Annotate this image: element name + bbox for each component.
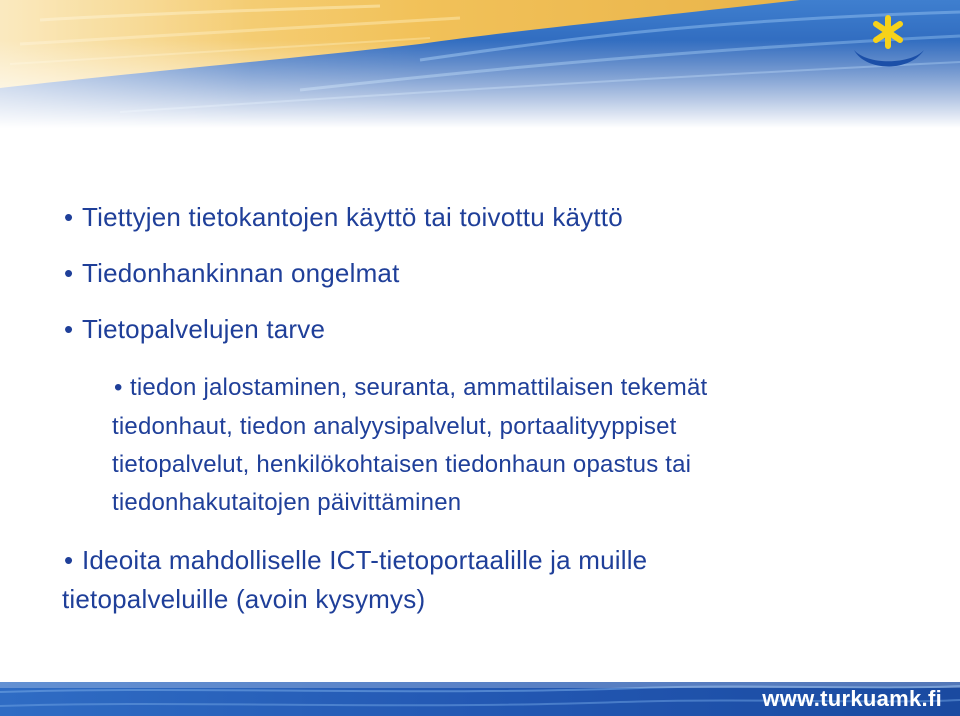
footer-url: www.turkuamk.fi bbox=[762, 686, 942, 711]
bullet-marker: • bbox=[64, 314, 74, 344]
bullet-marker: • bbox=[64, 545, 74, 575]
bullet-text-line-1: Ideoita mahdolliselle ICT-tietoportaalille ja muille bbox=[82, 545, 648, 575]
bullet-item bbox=[64, 545, 647, 576]
bullet-text-line-2: tietopalveluille (avoin kysymys) bbox=[62, 584, 426, 614]
bullet-marker: • bbox=[114, 374, 123, 401]
bullet-item bbox=[64, 314, 325, 345]
sub-bullet-text-line-4: tiedonhakutaitojen päivittäminen bbox=[112, 489, 462, 516]
bullet-item bbox=[64, 258, 400, 289]
sub-bullet-text-line-2: tiedonhaut, tiedon analyysipalvelut, portaalityyppiset bbox=[112, 413, 677, 440]
sub-bullet-text-line-3: tietopalvelut, henkilökohtaisen tiedonhaun opastus tai bbox=[112, 451, 692, 478]
bullet-text: Tiettyjen tietokantojen käyttö tai toivottu käyttö bbox=[82, 202, 623, 232]
bullet-marker: • bbox=[64, 258, 74, 288]
bullet-item bbox=[64, 202, 623, 233]
bullet-text: Tietopalvelujen tarve bbox=[82, 314, 326, 344]
bullet-marker: • bbox=[64, 202, 74, 232]
sub-bullet-item bbox=[114, 374, 707, 402]
bullet-text: Tiedonhankinnan ongelmat bbox=[82, 258, 400, 288]
sub-bullet-text-line-1: tiedon jalostaminen, seuranta, ammattilaisen tekemät bbox=[130, 374, 708, 401]
